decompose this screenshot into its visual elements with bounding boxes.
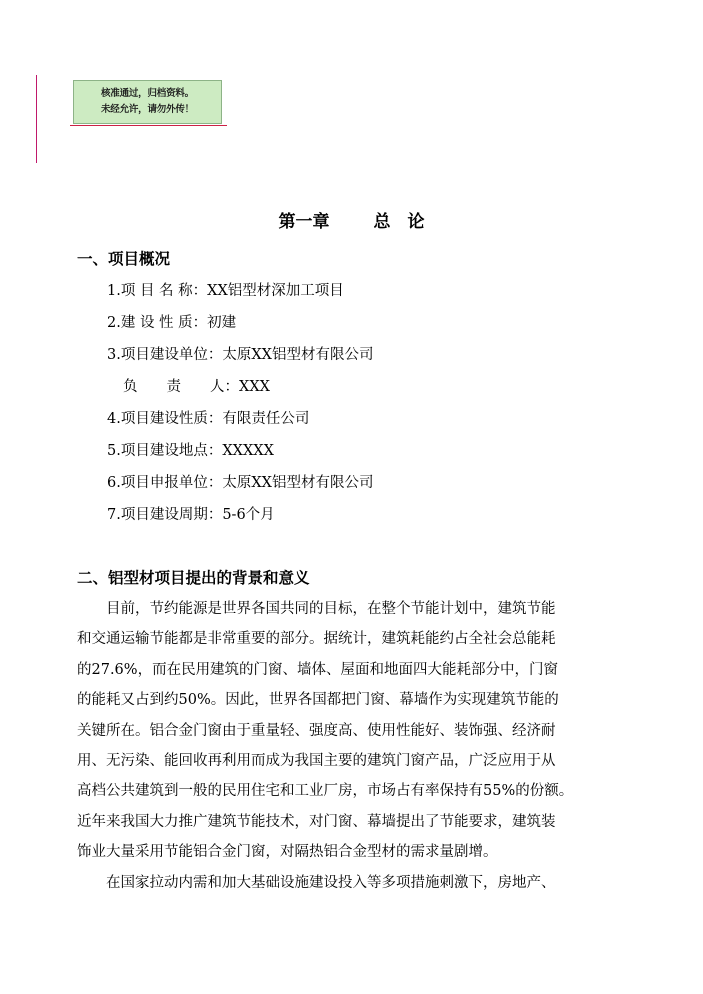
paragraph-line: 用、无污染、能回收再利用而成为我国主要的建筑门窗产品，广泛应用于从: [77, 753, 556, 770]
list-item: 2.建 设 性 质：初建: [107, 315, 237, 331]
stamp-line-2: 未经允许，请勿外传！: [100, 104, 194, 115]
list-item: 1.项 目 名 称：XX铝型材深加工项目: [107, 283, 344, 299]
list-item: 7.项目建设周期：5-6个月: [107, 507, 275, 523]
project-overview-list: [107, 279, 667, 535]
paragraph-line: 关键所在。铝合金门窗由于重量轻、强度高、使用性能好、装饰强、经济耐: [77, 722, 556, 739]
stamp-underline: [70, 125, 227, 126]
paragraph-line: 目前，节约能源是世界各国共同的目标，在整个节能计划中，建筑节能: [106, 601, 556, 617]
chapter-title: [0, 207, 703, 232]
section-heading-overview: 一、项目概况: [77, 250, 171, 268]
paragraph-line: 近年来我国大力推广建筑节能技术，对门窗、幕墙提出了节能要求，建筑装: [77, 813, 556, 830]
list-item: 4.项目建设性质：有限责任公司: [107, 411, 310, 427]
list-item: 5.项目建设地点：XXXXX: [107, 443, 274, 459]
section-heading-background: 二、铝型材项目提出的背景和意义: [77, 569, 310, 587]
chapter-name: 总 论: [373, 212, 425, 232]
paragraph-line: 饰业大量采用节能铝合金门窗，对隔热铝合金型材的需求量剧增。: [77, 844, 498, 861]
background-paragraph-2: [77, 868, 637, 898]
list-item: 3.项目建设单位：太原XX铝型材有限公司: [107, 347, 374, 363]
paragraph-line: 和交通运输节能都是非常重要的部分。据统计，建筑耗能约占全社会总能耗: [77, 631, 556, 648]
background-paragraph-1: [77, 594, 637, 868]
stamp-line-1: 核准通过，归档资料。: [100, 88, 194, 99]
paragraph-line: 的27.6%，而在民用建筑的门窗、墙体、屋面和地面四大能耗部分中，门窗: [77, 661, 559, 678]
paragraph-line: 高档公共建筑到一般的民用住宅和工业厂房，市场占有率保持有55%的份额。: [77, 783, 574, 800]
paragraph-line: 的能耗又占到约50%。因此，世界各国都把门窗、幕墙作为实现建筑节能的: [77, 692, 559, 709]
list-item: 负 责 人：XXX: [123, 379, 270, 395]
list-item: 6.项目申报单位：太原XX铝型材有限公司: [107, 475, 374, 491]
margin-mark: [36, 75, 37, 163]
confidential-stamp: [73, 80, 222, 124]
chapter-number: 第一章: [278, 212, 330, 232]
paragraph-line: 在国家拉动内需和加大基础设施建设投入等多项措施刺激下，房地产、: [106, 875, 556, 891]
